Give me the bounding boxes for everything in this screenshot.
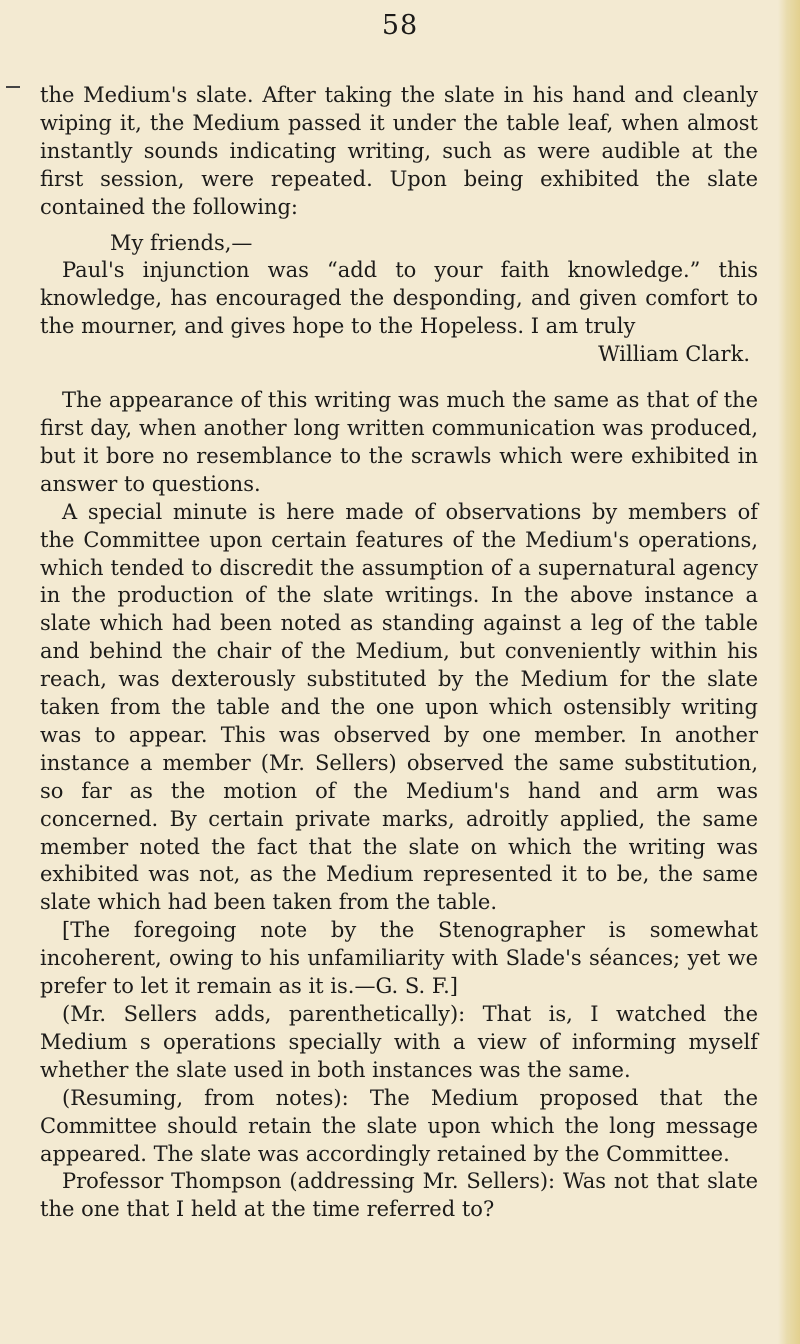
paragraph-intro: the Medium's slate. After taking the slate in his hand and cleanly wiping it, the Medium passed it under the table leaf, when almost instantly sounds indicating writing, such as were audible at the first session, were repeated. Upon being exhibited the slate contained the following: bbox=[40, 83, 758, 219]
page-number: 58 bbox=[381, 10, 419, 41]
paragraph-appearance: The appearance of this writing was much the same as that of the first day, when another long written communication was produced, but it bore no resemblance to the scrawls which were exhibited in answer to questions. bbox=[40, 388, 758, 496]
paragraph-thompson: Professor Thompson (addressing Mr. Sellers): Was not that slate the one that I held at the time referred to? bbox=[40, 1169, 758, 1222]
paragraph-stenographer-note: [The foregoing note by the Stenographer is somewhat incoherent, owing to his unfamiliarity with Slade's séances; yet we prefer to let it remain as it is.—G. S. F.] bbox=[40, 918, 758, 999]
letter-signature: William Clark. bbox=[598, 342, 750, 367]
page-edge bbox=[778, 0, 800, 1344]
letter-body: Paul's injunction was “add to your faith knowledge.” this knowledge, has encouraged the desponding, and given comfort to the mourner, and gives hope to the Hopeless. I am truly bbox=[40, 258, 758, 339]
paragraph-special-minute: A special minute is here made of observations by members of the Committee upon certain features of the Medium's operations, which tended to discredit the assumption of a supernatural agency in the production of the slate writings. In the above instance a slate which had been noted as standing against a leg of the table and behind the chair of the Medium, but conveniently within his reach, was dexterously substituted by the Medium for the slate taken from the table and the one upon which ostensibly writing was to appear. This was observed by one member. In another instance a member (Mr. Sellers) observed the same substitution, so far as the motion of the Medium's hand and arm was concerned. By certain private marks, adroitly applied, the same member noted the fact that the slate on which the writing was exhibited was not, as the Medium represented it to be, the same slate which had been taken from the table. bbox=[40, 499, 758, 915]
body-text bbox=[40, 82, 758, 1224]
paragraph-sellers: (Mr. Sellers adds, parenthetically): That is, I watched the Medium s operations specially with a view of informing myself whether the slate used in both instances was the same. bbox=[40, 1002, 758, 1082]
paragraph-resuming: (Resuming, from notes): The Medium proposed that the Committee should retain the slate upon which the long message appeared. The slate was accordingly retained by the Committee. bbox=[40, 1085, 758, 1166]
margin-mark bbox=[6, 86, 20, 88]
letter-salutation: My friends,— bbox=[110, 230, 253, 255]
